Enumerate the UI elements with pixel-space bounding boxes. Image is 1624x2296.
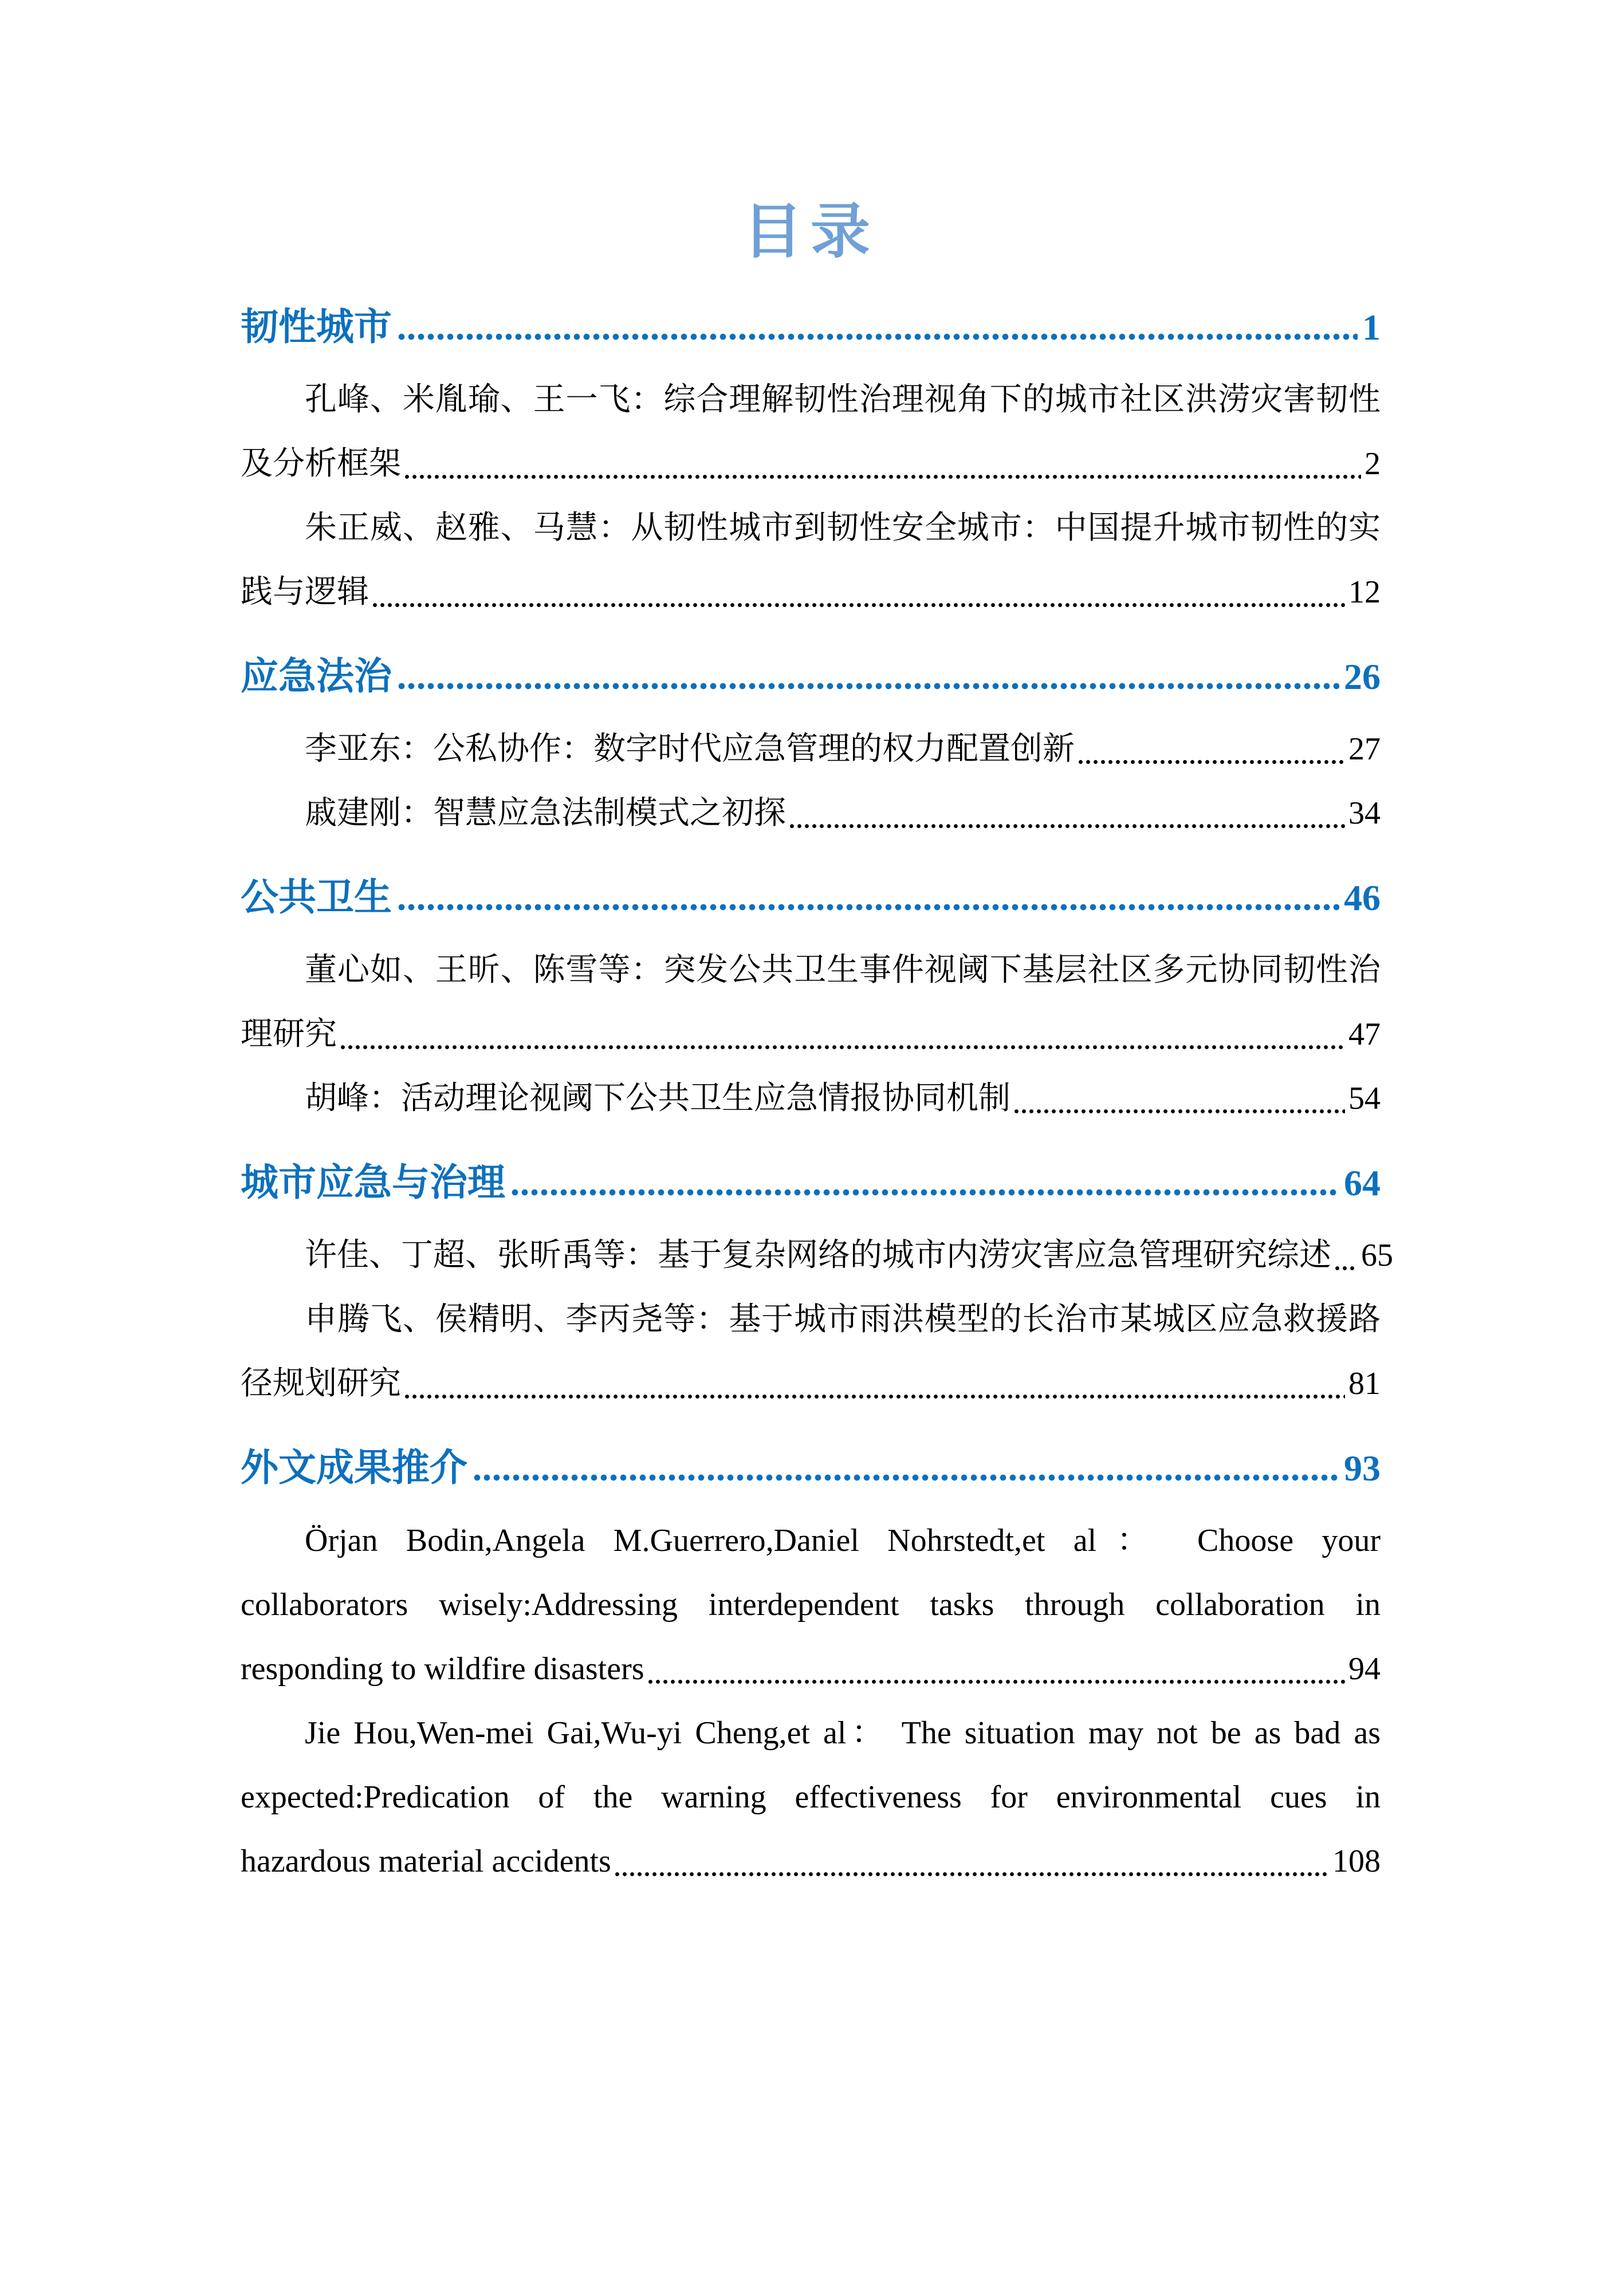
toc-entry[interactable] bbox=[241, 938, 1381, 1066]
dot-leader bbox=[648, 1679, 1345, 1685]
toc-section-public-health[interactable] bbox=[241, 865, 1381, 930]
dot-leader bbox=[789, 824, 1345, 829]
entry-text-line: 朱正威、赵雅、马慧：从韧性城市到韧性安全城市：中国提升城市韧性的实 bbox=[305, 510, 1381, 546]
entry-last-line bbox=[241, 1829, 1381, 1893]
entry-text: 践与逻辑 bbox=[241, 574, 369, 610]
dot-leader bbox=[372, 602, 1345, 608]
entry-text-line: 孔峰、米胤瑜、王一飞：综合理解韧性治理视角下的城市社区洪涝灾害韧性 bbox=[305, 382, 1381, 418]
dot-leader bbox=[615, 1872, 1329, 1877]
dot-leader bbox=[404, 1394, 1345, 1400]
entry-text-line: Jie Hou,Wen-mei Gai,Wu-yi Cheng,et al： The situation may not be as bad as bbox=[305, 1715, 1381, 1751]
dot-leader bbox=[398, 682, 1339, 691]
dot-leader bbox=[404, 474, 1361, 480]
page-title: 目录 bbox=[742, 199, 878, 265]
toc-section-resilient-city[interactable] bbox=[241, 294, 1381, 360]
entry-last-line bbox=[241, 432, 1381, 496]
entry-last-line bbox=[241, 717, 1381, 781]
entry-text: 理研究 bbox=[241, 1017, 337, 1052]
dot-leader bbox=[1014, 1109, 1345, 1114]
section-page-number: 1 bbox=[1362, 307, 1381, 348]
entry-text: 李亚东：公私协作：数字时代应急管理的权力配置创新 bbox=[305, 731, 1075, 767]
entry-last-line bbox=[241, 1002, 1381, 1066]
section-label: 公共卫生 bbox=[241, 876, 392, 918]
entry-page-number: 34 bbox=[1348, 795, 1381, 831]
entry-text: 胡峰：活动理论视阈下公共卫生应急情报协同机制 bbox=[305, 1081, 1010, 1116]
entry-page-number: 54 bbox=[1348, 1081, 1381, 1116]
toc-entry[interactable] bbox=[241, 368, 1381, 496]
entry-text-line: 董心如、王昕、陈雪等：突发公共卫生事件视阈下基层社区多元协同韧性治 bbox=[305, 952, 1381, 988]
section-page-number: 93 bbox=[1344, 1448, 1381, 1488]
section-page-number: 64 bbox=[1344, 1163, 1381, 1203]
section-page-number: 26 bbox=[1344, 656, 1381, 697]
entry-page-number: 65 bbox=[1361, 1238, 1393, 1273]
entry-text: 及分析框架 bbox=[241, 446, 401, 482]
entry-last-line bbox=[241, 781, 1381, 845]
entry-last-line bbox=[241, 1223, 1393, 1287]
entry-text: responding to wildfire disasters bbox=[241, 1651, 644, 1687]
entry-last-line bbox=[241, 1066, 1381, 1131]
entry-text-line: Örjan Bodin,Angela M.Guerrero,Daniel Nohrstedt,et al： Choose your bbox=[305, 1523, 1381, 1558]
entry-text: 径规划研究 bbox=[241, 1366, 401, 1401]
dot-leader bbox=[1335, 1266, 1358, 1271]
toc-entry[interactable] bbox=[241, 1066, 1381, 1131]
toc-entry[interactable] bbox=[241, 1223, 1393, 1287]
entry-page-number: 2 bbox=[1365, 446, 1381, 482]
section-label: 城市应急与治理 bbox=[241, 1161, 505, 1203]
entry-page-number: 12 bbox=[1348, 574, 1381, 610]
toc-section-urban-emergency-governance[interactable] bbox=[241, 1150, 1381, 1215]
entry-last-line bbox=[241, 1637, 1381, 1701]
entry-text-line: expected:Predication of the warning effectiveness for environmental cues in bbox=[241, 1779, 1381, 1815]
toc-entry[interactable] bbox=[241, 1287, 1381, 1416]
entry-page-number: 47 bbox=[1348, 1017, 1381, 1052]
dot-leader bbox=[340, 1045, 1345, 1050]
toc-entry[interactable] bbox=[241, 717, 1381, 781]
dot-leader bbox=[1078, 759, 1345, 765]
entry-text: 戚建刚：智慧应急法制模式之初探 bbox=[305, 795, 786, 831]
entry-page-number: 27 bbox=[1348, 731, 1381, 767]
dot-leader bbox=[398, 903, 1339, 912]
dot-leader bbox=[398, 333, 1358, 341]
entry-last-line bbox=[241, 1352, 1381, 1416]
entry-page-number: 108 bbox=[1332, 1844, 1381, 1879]
toc-section-foreign-research-highlights[interactable] bbox=[241, 1435, 1381, 1501]
entry-text: hazardous material accidents bbox=[241, 1844, 611, 1879]
dot-leader bbox=[473, 1474, 1339, 1482]
entry-last-line bbox=[241, 560, 1381, 624]
section-label: 应急法治 bbox=[241, 655, 392, 697]
entry-text: 许佳、丁超、张昕禹等：基于复杂网络的城市内涝灾害应急管理研究综述 bbox=[305, 1238, 1331, 1273]
toc-entry[interactable] bbox=[241, 1701, 1381, 1893]
entry-text-line: 申腾飞、侯精明、李丙尧等：基于城市雨洪模型的长治市某城区应急救援路 bbox=[305, 1302, 1381, 1337]
toc-section-emergency-rule-of-law[interactable] bbox=[241, 644, 1381, 709]
toc-entry[interactable] bbox=[241, 496, 1381, 624]
section-label: 韧性城市 bbox=[241, 305, 392, 348]
toc-entry[interactable] bbox=[241, 781, 1381, 845]
dot-leader bbox=[511, 1188, 1339, 1197]
toc-entry[interactable] bbox=[241, 1509, 1381, 1701]
entry-page-number: 81 bbox=[1348, 1366, 1381, 1401]
section-label: 外文成果推介 bbox=[241, 1446, 467, 1488]
entry-text-line: collaborators wisely:Addressing interdependent tasks through collaboration in bbox=[241, 1587, 1381, 1622]
entry-page-number: 94 bbox=[1348, 1651, 1381, 1687]
section-page-number: 46 bbox=[1344, 877, 1381, 918]
